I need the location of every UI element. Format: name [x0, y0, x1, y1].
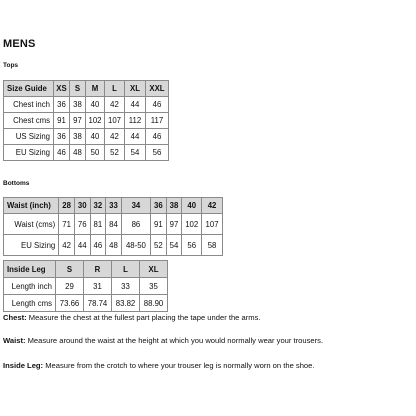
- table-cell: 46: [146, 97, 169, 113]
- table-cell: Chest inch: [4, 97, 54, 113]
- table-header-cell: 34: [121, 198, 150, 214]
- page-title: MENS: [3, 38, 36, 50]
- table-cell: 46: [90, 235, 106, 256]
- table-header-cell: 32: [90, 198, 106, 214]
- table-header-cell: 36: [151, 198, 167, 214]
- chest-note-label: Chest:: [3, 313, 27, 322]
- table-row: [4, 295, 168, 312]
- table-header-cell: XL: [140, 261, 168, 278]
- table-cell: 48: [106, 235, 122, 256]
- inside-leg-note-label: Inside Leg:: [3, 361, 44, 370]
- table-cell: 40: [86, 97, 105, 113]
- table-cell: Length cms: [4, 295, 56, 312]
- table-cell: 107: [202, 214, 223, 235]
- table-cell: 81: [90, 214, 106, 235]
- table-cell: 54: [166, 235, 182, 256]
- table-header-cell: XXL: [146, 81, 169, 97]
- table-cell: 36: [54, 97, 70, 113]
- table-cell: Waist (cms): [4, 214, 59, 235]
- table-cell: 38: [70, 129, 86, 145]
- table-header-cell: L: [112, 261, 140, 278]
- table-header-cell: L: [105, 81, 125, 97]
- table-cell: 36: [54, 129, 70, 145]
- table-header-cell: M: [86, 81, 105, 97]
- table-header-cell: XS: [54, 81, 70, 97]
- inside-leg-table: [3, 260, 168, 312]
- table-cell: 88.90: [140, 295, 168, 312]
- tops-size-table: [3, 80, 169, 161]
- table-cell: 52: [151, 235, 167, 256]
- table-row: [4, 145, 169, 161]
- table-header-cell: 28: [59, 198, 75, 214]
- table-cell: 83.82: [112, 295, 140, 312]
- table-cell: 44: [125, 97, 146, 113]
- table-cell: 78.74: [84, 295, 112, 312]
- waist-note: [3, 336, 323, 345]
- table-cell: 102: [182, 214, 202, 235]
- table-header-cell: 42: [202, 198, 223, 214]
- table-cell: Length inch: [4, 278, 56, 295]
- table-cell: 29: [56, 278, 84, 295]
- table-cell: 40: [86, 129, 105, 145]
- table-header-row: [4, 198, 223, 214]
- table-header-row: [4, 81, 169, 97]
- table-cell: 46: [54, 145, 70, 161]
- table-header-cell: 30: [74, 198, 90, 214]
- table-cell: 112: [125, 113, 146, 129]
- table-cell: 38: [70, 97, 86, 113]
- table-cell: 76: [74, 214, 90, 235]
- inside-leg-note-text: Measure from the crotch to where your trouser leg is normally worn on the shoe.: [43, 361, 315, 370]
- table-cell: 31: [84, 278, 112, 295]
- table-cell: 46: [146, 129, 169, 145]
- table-cell: 117: [146, 113, 169, 129]
- table-header-cell: S: [56, 261, 84, 278]
- table-header-cell: S: [70, 81, 86, 97]
- table-cell: 73.66: [56, 295, 84, 312]
- table-cell: 86: [121, 214, 150, 235]
- table-cell: 35: [140, 278, 168, 295]
- table-cell: 48: [70, 145, 86, 161]
- table-cell: 91: [54, 113, 70, 129]
- chest-note-text: Measure the chest at the fullest part placing the tape under the arms.: [26, 313, 261, 322]
- table-cell: 97: [166, 214, 182, 235]
- table-header-cell: Size Guide: [4, 81, 54, 97]
- table-cell: 50: [86, 145, 105, 161]
- waist-note-text: Measure around the waist at the height at which you would normally wear your trousers.: [25, 336, 324, 345]
- table-cell: 44: [125, 129, 146, 145]
- waist-note-label: Waist:: [3, 336, 26, 345]
- table-cell: 107: [105, 113, 125, 129]
- table-cell: 71: [59, 214, 75, 235]
- table-cell: 52: [105, 145, 125, 161]
- table-cell: 56: [146, 145, 169, 161]
- table-row: [4, 97, 169, 113]
- table-header-cell: R: [84, 261, 112, 278]
- table-header-cell: Inside Leg: [4, 261, 56, 278]
- table-header-cell: Waist (inch): [4, 198, 59, 214]
- table-header-row: [4, 261, 168, 278]
- table-cell: 42: [59, 235, 75, 256]
- table-cell: EU Sizing: [4, 145, 54, 161]
- table-cell: 42: [105, 129, 125, 145]
- bottoms-section-label: Bottoms: [3, 180, 30, 187]
- table-header-cell: 33: [106, 198, 122, 214]
- bottoms-size-table: [3, 197, 223, 256]
- table-cell: 54: [125, 145, 146, 161]
- tops-section-label: Tops: [3, 62, 19, 69]
- table-header-cell: 38: [166, 198, 182, 214]
- table-row: [4, 214, 223, 235]
- table-cell: 33: [112, 278, 140, 295]
- table-row: [4, 129, 169, 145]
- table-cell: 42: [105, 97, 125, 113]
- table-cell: 58: [202, 235, 223, 256]
- table-cell: US Sizing: [4, 129, 54, 145]
- table-cell: 97: [70, 113, 86, 129]
- table-row: [4, 113, 169, 129]
- table-cell: 102: [86, 113, 105, 129]
- table-cell: 44: [74, 235, 90, 256]
- table-header-cell: 40: [182, 198, 202, 214]
- inside-leg-note: [3, 361, 314, 370]
- table-cell: 84: [106, 214, 122, 235]
- table-header-cell: XL: [125, 81, 146, 97]
- table-row: [4, 278, 168, 295]
- table-cell: Chest cms: [4, 113, 54, 129]
- table-cell: 56: [182, 235, 202, 256]
- table-cell: EU Sizing: [4, 235, 59, 256]
- chest-note: [3, 313, 261, 322]
- table-row: [4, 235, 223, 256]
- table-cell: 91: [151, 214, 167, 235]
- table-cell: 48-50: [121, 235, 150, 256]
